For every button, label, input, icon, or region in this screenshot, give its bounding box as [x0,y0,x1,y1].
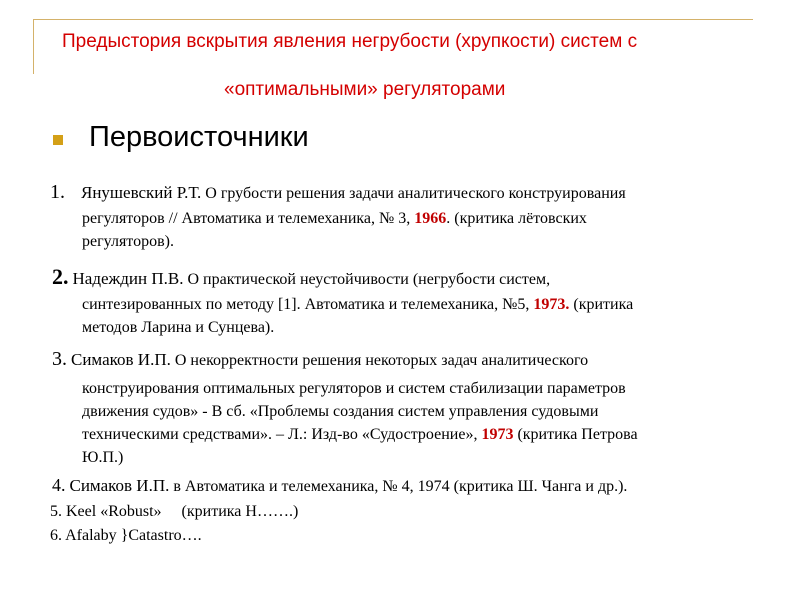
ref-year: 1966 [414,210,447,227]
ref-text: О некорректности решения некоторых задач аналитического [174,352,589,369]
reference-4 [52,474,627,498]
slide-title-line2: «оптимальными» регуляторами [224,79,506,100]
ref-author: Надеждин П.В. [72,269,184,288]
ref-text: Ю.П.) [82,449,124,466]
slide-title-line1: Предыстория вскрытия явления негрубости (хрупкости) систем с [62,31,638,52]
reference-3 [52,348,588,372]
ref-text: (критика [573,296,634,313]
reference-1 [50,181,626,205]
ref-number: 4. [52,475,66,495]
section-heading: Первоисточники [89,121,309,153]
reference-2 [52,265,550,291]
ref-author: Симаков И.П. [71,350,171,369]
ref-author: Симаков И.П. [69,476,170,495]
ref-number: 1. [50,181,65,203]
ref-text: в Автоматика и телемеханика, № 4, 1974 (критика Ш. Чанга и др.). [173,478,628,495]
reference-2-cont [82,293,633,339]
ref-text: регуляторов // Автоматика и телемеханика, № 3, [82,210,411,227]
ref-text: методов Ларина и Сунцева). [82,319,275,336]
reference-6: 6. Afalaby }Catastro…. [50,527,202,544]
ref-year: 1973. [533,296,570,313]
ref-number: 3. [52,348,67,370]
ref-text: (критика Петрова [517,426,638,443]
ref-author: Янушевский Р.Т. [81,183,202,202]
ref-text: техническими средствами». – Л.: Изд-во «Судостроение», [82,426,478,443]
ref-text: регуляторов). [82,233,174,250]
ref-text: О практической неустойчивости (негрубости систем, [187,271,551,288]
reference-5: 5. Keel «Robust» (критика Н…….) [50,503,299,520]
ref-text: О грубости решения задачи аналитического конструирования [205,185,626,202]
reference-1-cont [82,207,587,253]
ref-text: . (критика лётовских [446,210,587,227]
ref-text: движения судов» - В сб. «Проблемы создания систем управления судовыми [82,403,599,420]
ref-year: 1973 [481,426,514,443]
ref-number: 2. [52,264,69,289]
ref-text: синтезированных по методу [1]. Автоматика и телемеханика, №5, [82,296,530,313]
ref-text: конструирования оптимальных регуляторов и систем стабилизации параметров [82,380,626,397]
reference-3-cont [82,377,638,469]
